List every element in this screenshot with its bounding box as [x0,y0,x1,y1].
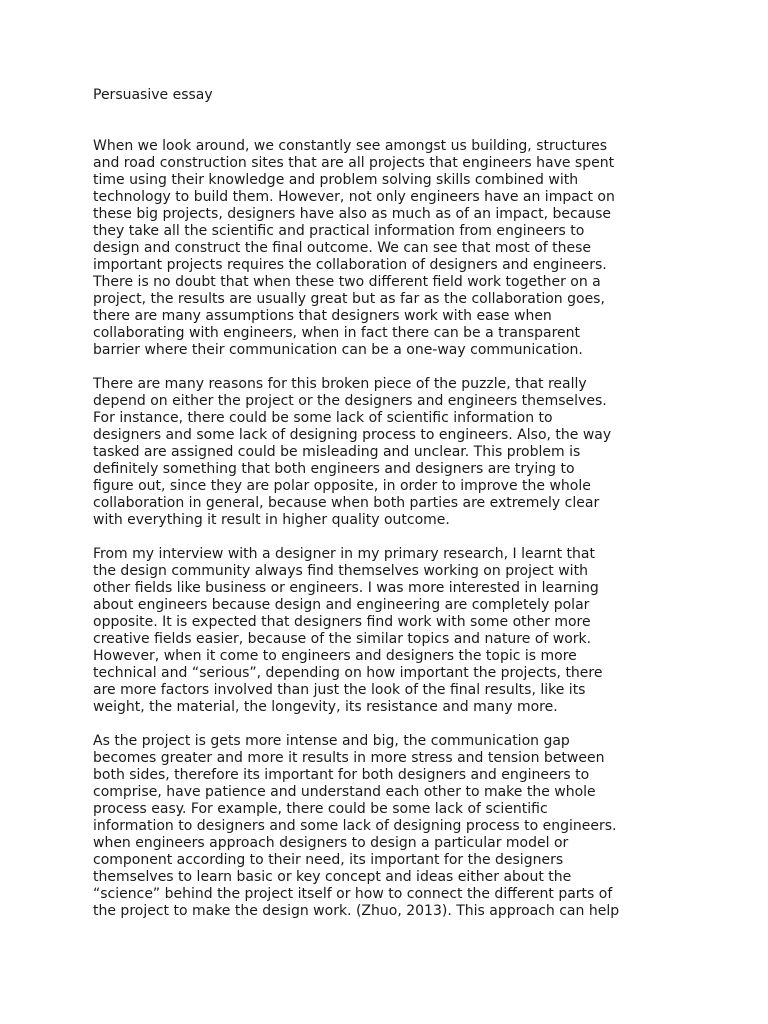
text-line: are more factors involved than just the look of the final results, like its [93,682,586,698]
text-line: From my interview with a designer in my primary research, I learnt that [93,546,595,562]
text-line: collaborating with engineers, when in fact there can be a transparent [93,325,581,341]
text-line: component according to their need, its important for the designers [93,852,564,868]
paragraph-1 [93,138,615,359]
text-line: important projects requires the collaboration of designers and engineers. [93,257,607,273]
text-line: figure out, since they are polar opposite, in order to improve the whole [93,478,591,494]
text-line: weight, the material, the longevity, its resistance and many more. [93,699,558,715]
text-line: and road construction sites that are all projects that engineers have spent [93,155,615,171]
text-line: the design community always find themselves working on project with [93,563,588,579]
text-line: depend on either the project or the designers and engineers themselves. [93,393,607,409]
text-line: There are many reasons for this broken piece of the puzzle, that really [93,376,587,392]
text-line: design and construct the final outcome. We can see that most of these [93,240,592,256]
text-line: For instance, there could be some lack of scientific information to [93,410,553,426]
text-line: comprise, have patience and understand each other to make the whole [93,784,596,800]
text-line: both sides, therefore its important for both designers and engineers to [93,767,590,783]
text-line: technical and “serious”, depending on how important the projects, there [93,665,603,681]
document-title: Persuasive essay [93,87,213,103]
text-line: when engineers approach designers to design a particular model or [93,835,569,851]
text-line: “science” behind the project itself or how to connect the different parts of [93,886,613,902]
text-line: about engineers because design and engineering are completely polar [93,597,590,613]
text-line: tasked are assigned could be misleading and unclear. This problem is [93,444,581,460]
text-line: the project to make the design work. (Zhuo, 2013). This approach can help [93,903,620,919]
text-line: these big projects, designers have also as much as of an impact, because [93,206,612,222]
text-line: definitely something that both engineers and designers are trying to [93,461,575,477]
paragraph-4 [93,733,619,920]
text-line: becomes greater and more it results in more stress and tension between [93,750,605,766]
text-line: collaboration in general, because when both parties are extremely clear [93,495,600,511]
paragraph-3 [93,546,602,716]
paragraph-2 [93,376,611,529]
text-line: creative fields easier, because of the similar topics and nature of work. [93,631,592,647]
text-line: When we look around, we constantly see amongst us building, structures [93,138,608,154]
text-line: As the project is gets more intense and big, the communication gap [93,733,570,749]
text-line: opposite. It is expected that designers find work with some other more [93,614,591,630]
text-line: project, the results are usually great but as far as the collaboration goes, [93,291,605,307]
text-line: they take all the scientific and practical information from engineers to [93,223,585,239]
text-line: there are many assumptions that designers work with ease when [93,308,552,324]
text-line: themselves to learn basic or key concept and ideas either about the [93,869,572,885]
text-line: barrier where their communication can be a one-way communication. [93,342,583,358]
text-line: technology to build them. However, not only engineers have an impact on [93,189,615,205]
text-line: time using their knowledge and problem solving skills combined with [93,172,579,188]
text-line: process easy. For example, there could be some lack of scientific [93,801,548,817]
text-line: information to designers and some lack of designing process to engineers. [93,818,617,834]
text-line: designers and some lack of designing process to engineers. Also, the way [93,427,612,443]
text-line: with everything it result in higher quality outcome. [93,512,450,528]
text-line: other fields like business or engineers. I was more interested in learning [93,580,599,596]
text-line: However, when it come to engineers and designers the topic is more [93,648,577,664]
text-line: There is no doubt that when these two different field work together on a [93,274,601,290]
